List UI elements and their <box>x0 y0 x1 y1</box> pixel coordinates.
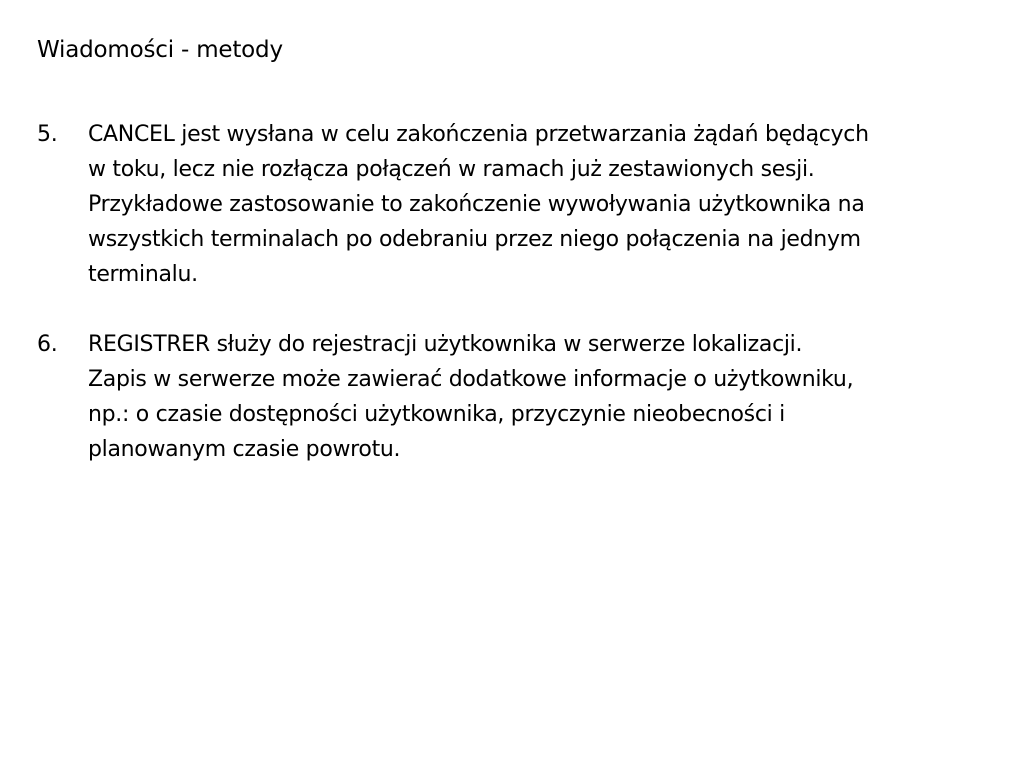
item-text-line: np.: o czasie dostępności użytkownika, przyczynie nieobecności i <box>88 402 785 427</box>
item-text-line: wszystkich terminalach po odebraniu przez niego połączenia na jednym <box>88 227 861 252</box>
item-text-line: Zapis w serwerze może zawierać dodatkowe informacje o użytkowniku, <box>88 367 854 392</box>
item-text-line: REGISTRER służy do rejestracji użytkownika w serwerze lokalizacji. <box>88 332 803 357</box>
item-text-line: terminalu. <box>88 262 198 287</box>
item-number: 5. <box>37 122 58 147</box>
item-text-line: w toku, lecz nie rozłącza połączeń w ramach już zestawionych sesji. <box>88 157 815 182</box>
list-item-register <box>37 327 1007 467</box>
methods-list <box>37 117 1007 502</box>
list-item-cancel <box>37 117 1007 292</box>
item-text-line: planowanym czasie powrotu. <box>88 437 401 462</box>
slide-title: Wiadomości - metody <box>37 37 283 63</box>
item-text-line: CANCEL jest wysłana w celu zakończenia przetwarzania żądań będących <box>88 122 869 147</box>
item-number: 6. <box>37 332 58 357</box>
item-text-line: Przykładowe zastosowanie to zakończenie wywoływania użytkownika na <box>88 192 865 217</box>
